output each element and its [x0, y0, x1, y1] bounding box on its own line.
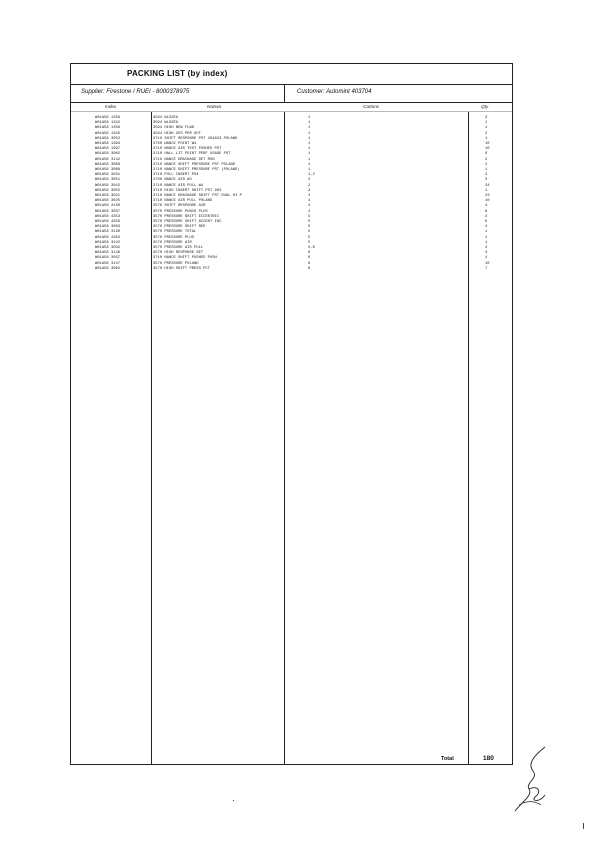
- row-name: 3594 HIGH ZES PER OUT: [153, 131, 201, 136]
- row-qty: 6: [485, 220, 488, 224]
- row-index: W01A58 3025: [95, 199, 121, 204]
- row-name: 3570 PRESSURE SHIFT ECCENTRIC: [153, 214, 220, 219]
- row-qty: 7: [485, 266, 488, 271]
- row-cartons: 1: [308, 131, 311, 136]
- row-name: 3710 NANCE DRAINAGE SHIFT PST DUAL HI P: [153, 194, 242, 198]
- row-name: 3594 HIGH NEW FLW6: [153, 126, 195, 131]
- row-name: 3594 WLOZEG: [153, 116, 179, 120]
- row-index: W01A58 3130: [95, 230, 121, 235]
- row-qty: 24: [485, 183, 490, 188]
- row-name: 3570 PRESSURE AIR PULL: [153, 246, 204, 250]
- row-cartons: 4: [308, 209, 311, 214]
- row-index: W01A58 3142: [95, 240, 121, 245]
- column-header-index: Index: [105, 104, 117, 109]
- row-index: W01A58 3042: [95, 183, 121, 188]
- row-name: 3710 NANCE SHIFT PRESSURE PST POLAND: [153, 162, 236, 167]
- info-row: [71, 84, 512, 103]
- row-qty: 10: [485, 261, 490, 266]
- column-header-name: Nazwa: [207, 104, 222, 109]
- row-qty: 6: [485, 209, 488, 214]
- row-cartons: 1: [308, 142, 311, 146]
- row-cartons: 4: [308, 194, 311, 198]
- packing-list-sheet: [70, 63, 513, 765]
- page-title: PACKING LIST (by index): [127, 69, 228, 78]
- row-index: W01A58 3142: [95, 157, 121, 162]
- row-cartons: 1: [308, 162, 311, 167]
- row-cartons: 5: [308, 220, 311, 224]
- row-cartons: 5,6: [308, 246, 315, 250]
- info-separator: [284, 84, 285, 102]
- row-cartons: 1: [308, 126, 311, 131]
- row-index: W01A58 3031: [95, 173, 121, 178]
- row-name: 3710 NANCE AIR PULL W4: [153, 183, 204, 188]
- row-qty: 4: [485, 225, 488, 230]
- row-index: W01A58 3021: [95, 194, 121, 198]
- row-name: 3570 PRESSURE SHIFT RED: [153, 225, 206, 230]
- row-qty: 3: [485, 251, 488, 256]
- row-cartons: 1: [308, 157, 311, 162]
- row-index: W01A58 4353: [95, 214, 121, 219]
- row-name: 3570 PRESSURE PUNCH PLUS: [153, 209, 208, 214]
- header-rule: [71, 111, 512, 112]
- row-qty: 1: [485, 230, 488, 235]
- supplier-label: Supplier: Firestone / RUEI - 8000378975: [81, 89, 190, 95]
- row-cartons: 1,2: [308, 173, 315, 178]
- row-qty: 2: [485, 173, 488, 178]
- row-qty: 2: [485, 246, 488, 250]
- row-index: W01A58 3037: [95, 209, 121, 214]
- row-name: 3710 HALL LIT POINT PERF USAGE PST: [153, 152, 231, 157]
- row-name: 3710 NANCE SHIFT PRESSURE PST (POLAND): [153, 168, 240, 172]
- row-qty: 3: [485, 178, 488, 183]
- row-index: W01A58 3062: [95, 152, 121, 157]
- column-header-qty: Qty: [481, 104, 489, 109]
- row-name: 3710 NANCE AIR PULL POLAND: [153, 199, 213, 204]
- row-cartons: 5: [308, 225, 311, 230]
- row-qty: 1: [485, 136, 488, 141]
- row-index: W01A58 3062: [95, 266, 121, 271]
- row-name: 3570 PRESSURE POLAND: [153, 261, 199, 266]
- row-index: W01A58 3147: [95, 261, 121, 266]
- row-index: W01A58 1397: [95, 147, 121, 152]
- row-qty: 2: [485, 214, 488, 219]
- row-name: 3570 PRESSURE SHIFT ACCENT INC: [153, 220, 222, 224]
- row-qty: 10: [485, 142, 490, 146]
- customer-label: Customer: Automint 403704: [297, 89, 372, 95]
- row-name: 3710 NANCE SHIFT PUSHED PUSH: [153, 256, 217, 261]
- row-qty: 1: [485, 188, 488, 193]
- row-cartons: 6: [308, 251, 311, 256]
- row-qty: 2: [485, 162, 488, 167]
- row-index: W01A58 4363: [95, 235, 121, 240]
- row-name: 3710 PULL INSERT PS4: [153, 173, 199, 178]
- row-name: 3710 HIGH INSERT SHIFT PST 963: [153, 188, 222, 193]
- row-name: 3570 PRESSURE TOTAL: [153, 230, 197, 235]
- signature-icon: [505, 745, 560, 815]
- row-cartons: 2: [308, 188, 311, 193]
- row-qty: 1: [485, 168, 488, 172]
- row-index: W01A58 3051: [95, 178, 121, 183]
- row-cartons: 5: [308, 240, 311, 245]
- row-qty: 1: [485, 235, 488, 240]
- row-name: 3570 HIGH RESPONSE SET: [153, 251, 204, 256]
- row-cartons: 1: [308, 147, 311, 152]
- row-index: W01A58 1358: [95, 116, 121, 120]
- row-cartons: 1: [308, 136, 311, 141]
- row-index: W01A58 3069: [95, 162, 121, 167]
- row-index: W01A58 1342: [95, 121, 121, 126]
- row-qty: 10: [485, 147, 490, 152]
- row-cartons: 1: [308, 168, 311, 172]
- row-cartons: 6: [308, 261, 311, 266]
- total-value: 180: [483, 755, 494, 762]
- row-index: W01A58 3032: [95, 246, 121, 250]
- row-cartons: 4: [308, 204, 311, 209]
- scan-speck: [583, 823, 584, 829]
- row-index: W01A58 4359: [95, 220, 121, 224]
- row-name: 3710 NANCE AIR TEST PUSHED PST: [153, 147, 222, 152]
- row-name: 3576 SHIFT RESPONSE AIR: [153, 204, 206, 209]
- row-qty: 2: [485, 157, 488, 162]
- row-index: W01A58 1345: [95, 131, 121, 136]
- row-cartons: 5: [308, 214, 311, 219]
- row-cartons: 2: [308, 178, 311, 183]
- row-qty: 3: [485, 116, 488, 120]
- row-cartons: 1: [308, 116, 311, 120]
- title-row: [71, 64, 512, 85]
- row-qty: 1: [485, 121, 488, 126]
- row-qty: 23: [485, 194, 490, 198]
- row-cartons: 4: [308, 199, 311, 204]
- row-index: W01A58 3130: [95, 204, 121, 209]
- row-name: 3710 SHIFT RESPONSE PST 264623 POLAND: [153, 136, 238, 141]
- row-cartons: 1: [308, 152, 311, 157]
- row-qty: 4: [485, 204, 488, 209]
- row-index: W01A58 1356: [95, 126, 121, 131]
- row-cartons: 5: [308, 235, 311, 240]
- total-label: Total: [441, 756, 454, 762]
- row-cartons: 2: [308, 183, 311, 188]
- row-name: 3570 PRESSURE AIR: [153, 240, 192, 245]
- row-qty: 1: [485, 126, 488, 131]
- row-cartons: 6: [308, 256, 311, 261]
- row-index: W01A58 3146: [95, 251, 121, 256]
- column-header-cartons: Cartons: [363, 104, 380, 109]
- row-name: 3570 PRESSURE PLUS: [153, 235, 195, 240]
- row-qty: 4: [485, 256, 488, 261]
- row-cartons: 5: [308, 230, 311, 235]
- row-index: W01A58 1394: [95, 142, 121, 146]
- row-qty: 6: [485, 152, 488, 157]
- scan-speck: [233, 800, 234, 801]
- row-name: 3700 NANCE POINT W4: [153, 142, 197, 146]
- row-index: W01A58 3068: [95, 168, 121, 172]
- row-index: W01A58 3055: [95, 188, 121, 193]
- row-index: W01A58 3063: [95, 225, 121, 230]
- row-qty: 1: [485, 240, 488, 245]
- row-cartons: 1: [308, 121, 311, 126]
- row-name: 3594 WLOZEG: [153, 121, 179, 126]
- row-qty: 10: [485, 199, 490, 204]
- row-name: 3570 HIGH SHIFT PRESS PCT: [153, 266, 210, 271]
- row-name: 3700 NANCE AIR W4: [153, 178, 192, 183]
- row-index: W01A58 3052: [95, 136, 121, 141]
- row-index: W01A58 3037: [95, 256, 121, 261]
- row-name: 3710 NANCE DRAINAGE DET RUN: [153, 157, 215, 162]
- row-cartons: 6: [308, 266, 311, 271]
- row-qty: 2: [485, 131, 488, 136]
- table-row: [71, 267, 512, 272]
